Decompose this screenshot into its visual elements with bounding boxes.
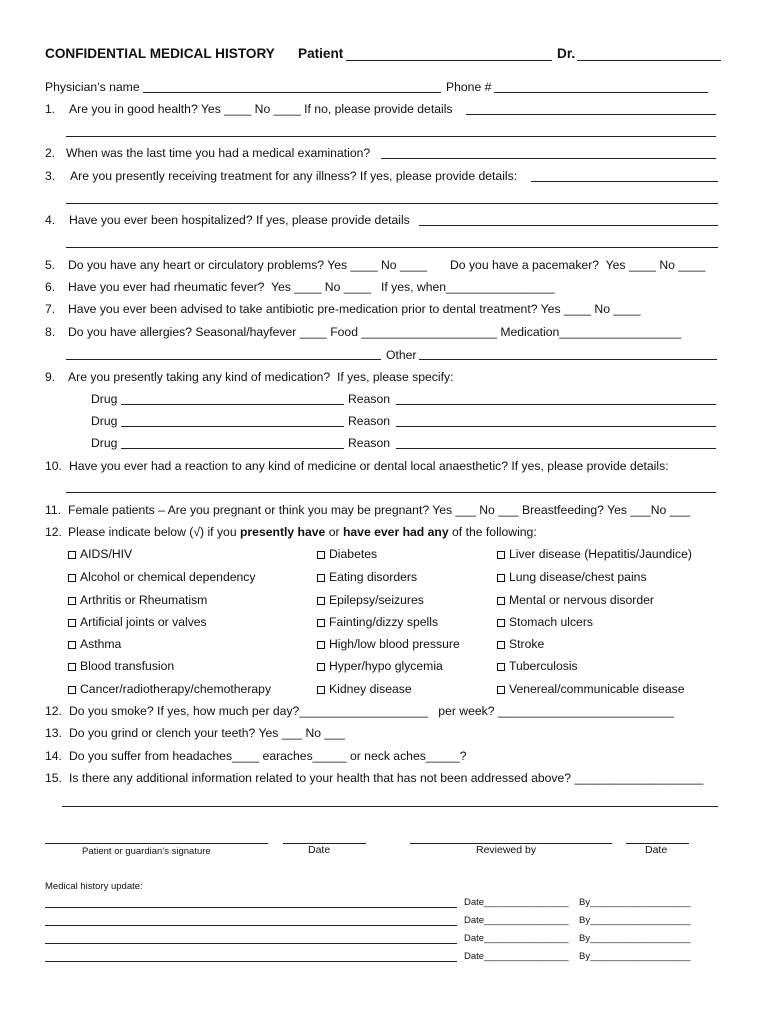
patient-signature-caption: Patient or guardian’s signature: [82, 846, 211, 857]
form-title: CONFIDENTIAL MEDICAL HISTORY: [45, 46, 275, 61]
condition-item[interactable]: [68, 682, 271, 696]
reason-field-2[interactable]: [396, 426, 716, 427]
checkbox-icon[interactable]: [68, 551, 76, 559]
condition-item[interactable]: [497, 615, 593, 629]
update-date-field[interactable]: Date________________: [464, 915, 569, 926]
condition-item[interactable]: [68, 547, 132, 561]
condition-item[interactable]: [317, 570, 417, 584]
condition-label: Liver disease (Hepatitis/Jaundice): [509, 547, 692, 561]
condition-item[interactable]: [68, 659, 174, 673]
update-by-field[interactable]: By___________________: [579, 933, 691, 944]
drug-field-1[interactable]: [121, 404, 344, 405]
q3-details-line[interactable]: [66, 203, 718, 204]
q1-details-line[interactable]: [66, 136, 716, 137]
q10-details-line[interactable]: [66, 492, 716, 493]
q11-number: 11.: [45, 503, 62, 517]
condition-label: Mental or nervous disorder: [509, 593, 654, 607]
doctor-name-field[interactable]: [577, 60, 721, 61]
q15-number: 15.: [45, 771, 62, 785]
condition-label: Blood transfusion: [80, 659, 175, 673]
q7-number: 7.: [45, 302, 56, 316]
q6-text: Have you ever had rheumatic fever? Yes ____ No ____ If yes, when________________: [68, 280, 555, 294]
condition-item[interactable]: [497, 547, 692, 561]
update-entry-line[interactable]: [45, 943, 457, 944]
update-entry-line[interactable]: [45, 907, 457, 908]
q6-number: 6.: [45, 280, 56, 294]
q8-number: 8.: [45, 325, 56, 339]
phone-field[interactable]: [494, 92, 708, 93]
condition-item[interactable]: [68, 615, 207, 629]
q1-details-field[interactable]: [466, 114, 716, 115]
q1-number: 1.: [45, 102, 56, 116]
q2-text: When was the last time you had a medical examination?: [66, 146, 371, 160]
drug-field-3[interactable]: [121, 448, 344, 449]
update-entry-line[interactable]: [45, 961, 457, 962]
update-date-field[interactable]: Date________________: [464, 933, 569, 944]
drug-label: Drug: [91, 414, 118, 428]
condition-label: Fainting/dizzy spells: [329, 615, 439, 629]
checkbox-icon[interactable]: [497, 619, 505, 627]
patient-name-field[interactable]: [346, 60, 552, 61]
q8-text: Do you have allergies? Seasonal/hayfever ____ Food ____________________ Medication__________________: [68, 325, 682, 339]
q10-number: 10.: [45, 459, 62, 473]
reason-field-3[interactable]: [396, 448, 716, 449]
physician-name-label: Physician’s name: [45, 80, 140, 94]
q2-field[interactable]: [381, 158, 716, 159]
condition-item[interactable]: [497, 682, 684, 696]
update-by-field[interactable]: By___________________: [579, 915, 691, 926]
reviewed-by-caption: Reviewed by: [476, 844, 537, 856]
condition-label: AIDS/HIV: [80, 547, 133, 561]
q8-other-label: Other: [386, 348, 417, 362]
condition-label: Venereal/communicable disease: [509, 682, 685, 696]
q12-number: 12.: [45, 525, 62, 539]
condition-item[interactable]: [317, 682, 412, 696]
q13-number: 13.: [45, 726, 62, 740]
reason-field-1[interactable]: [396, 404, 716, 405]
condition-label: Lung disease/chest pains: [509, 570, 647, 584]
patient-label: Patient: [298, 46, 344, 61]
q3-details-field[interactable]: [531, 181, 718, 182]
reason-label: Reason: [348, 414, 391, 428]
condition-label: Asthma: [80, 637, 122, 651]
q5-number: 5.: [45, 258, 56, 272]
update-entry-line[interactable]: [45, 925, 457, 926]
q3-text: Are you presently receiving treatment for any illness? If yes, please provide details:: [70, 169, 518, 183]
q12b-text: Do you smoke? If yes, how much per day?___________________ per week? __________________________: [69, 704, 675, 718]
q13-text: Do you grind or clench your teeth? Yes ___ No ___: [69, 726, 345, 740]
date-caption: Date: [308, 844, 331, 856]
condition-label: Tuberculosis: [509, 659, 578, 673]
q4-text: Have you ever been hospitalized? If yes, please provide details: [69, 213, 410, 227]
checkbox-icon[interactable]: [68, 686, 76, 694]
condition-item[interactable]: [497, 659, 578, 673]
date-caption: Date: [645, 844, 668, 856]
condition-label: Alcohol or chemical dependency: [80, 570, 256, 584]
phone-label: Phone #: [446, 80, 492, 94]
q5-text: Do you have any heart or circulatory problems? Yes ____ No ____: [68, 258, 428, 272]
update-date-field[interactable]: Date________________: [464, 951, 569, 962]
q15-text: Is there any additional information related to your health that has not been addressed above? ___________________: [69, 771, 704, 785]
q15-details-line[interactable]: [62, 806, 718, 807]
physician-name-field[interactable]: [143, 92, 441, 93]
checkbox-icon[interactable]: [497, 663, 505, 671]
condition-label: Cancer/radiotherapy/chemotherapy: [80, 682, 272, 696]
checkbox-icon[interactable]: [497, 686, 505, 694]
q4-details-line[interactable]: [66, 247, 718, 248]
q14-text: Do you suffer from headaches____ earaches_____ or neck aches_____?: [69, 749, 467, 763]
drug-field-2[interactable]: [121, 426, 344, 427]
q14-number: 14.: [45, 749, 62, 763]
condition-item[interactable]: [317, 659, 443, 673]
checkbox-icon[interactable]: [317, 574, 325, 582]
update-date-field[interactable]: Date________________: [464, 897, 569, 908]
checkbox-icon[interactable]: [317, 663, 325, 671]
q2-number: 2.: [45, 146, 56, 160]
reason-label: Reason: [348, 436, 391, 450]
q8-other-field[interactable]: [419, 359, 717, 360]
update-label: Medical history update:: [45, 881, 143, 892]
drug-label: Drug: [91, 436, 118, 450]
checkbox-icon[interactable]: [497, 597, 505, 605]
condition-label: Stroke: [509, 637, 545, 651]
condition-item[interactable]: [68, 570, 255, 584]
condition-item[interactable]: [497, 593, 654, 607]
checkbox-icon[interactable]: [497, 551, 505, 559]
q1-text: Are you in good health? Yes ____ No ____ If no, please provide details: [69, 102, 453, 116]
condition-item[interactable]: [317, 547, 377, 561]
checkbox-icon[interactable]: [68, 619, 76, 627]
checkbox-icon[interactable]: [68, 663, 76, 671]
q12-text: Please indicate below (√) if you presently have or have ever had any of the following:: [68, 525, 537, 539]
condition-label: Kidney disease: [329, 682, 412, 696]
condition-item[interactable]: [317, 593, 424, 607]
q9-number: 9.: [45, 370, 56, 384]
condition-item[interactable]: [68, 593, 207, 607]
checkbox-icon[interactable]: [317, 619, 325, 627]
condition-item[interactable]: [68, 637, 121, 651]
q9-text: Are you presently taking any kind of medication? If yes, please specify:: [68, 370, 454, 384]
checkbox-icon[interactable]: [317, 597, 325, 605]
checkbox-icon[interactable]: [317, 551, 325, 559]
update-by-field[interactable]: By___________________: [579, 951, 691, 962]
checkbox-icon[interactable]: [68, 597, 76, 605]
q4-number: 4.: [45, 213, 56, 227]
condition-label: Stomach ulcers: [509, 615, 593, 629]
checkbox-icon[interactable]: [68, 641, 76, 649]
drug-label: Drug: [91, 392, 118, 406]
condition-label: Diabetes: [329, 547, 378, 561]
condition-label: Artificial joints or valves: [80, 615, 207, 629]
condition-label: High/low blood pressure: [329, 637, 460, 651]
q8-allergy-line[interactable]: [66, 359, 381, 360]
q7-text: Have you ever been advised to take antibiotic pre-medication prior to dental treatment? Yes ____ No ____: [68, 302, 641, 316]
condition-item[interactable]: [317, 637, 460, 651]
q5-pacemaker-text: Do you have a pacemaker? Yes ____ No ____: [450, 258, 706, 272]
q4-details-field[interactable]: [419, 225, 718, 226]
checkbox-icon[interactable]: [68, 574, 76, 582]
condition-label: Arthritis or Rheumatism: [80, 593, 208, 607]
q10-text: Have you ever had a reaction to any kind of medicine or dental local anaesthetic? If yes, please provide details:: [69, 459, 669, 473]
dr-label: Dr.: [557, 46, 576, 61]
update-by-field[interactable]: By___________________: [579, 897, 691, 908]
condition-item[interactable]: [497, 570, 647, 584]
checkbox-icon[interactable]: [317, 686, 325, 694]
q12b-number: 12.: [45, 704, 62, 718]
condition-label: Hyper/hypo glycemia: [329, 659, 443, 673]
q11-text: Female patients – Are you pregnant or think you may be pregnant? Yes ___ No ___ Breastfeeding? Yes ___No ___: [68, 503, 690, 517]
condition-label: Eating disorders: [329, 570, 418, 584]
condition-label: Epilepsy/seizures: [329, 593, 424, 607]
condition-item[interactable]: [497, 637, 544, 651]
checkbox-icon[interactable]: [317, 641, 325, 649]
q3-number: 3.: [45, 169, 56, 183]
condition-item[interactable]: [317, 615, 438, 629]
checkbox-icon[interactable]: [497, 641, 505, 649]
reason-label: Reason: [348, 392, 391, 406]
patient-signature-field[interactable]: [45, 843, 268, 844]
checkbox-icon[interactable]: [497, 574, 505, 582]
